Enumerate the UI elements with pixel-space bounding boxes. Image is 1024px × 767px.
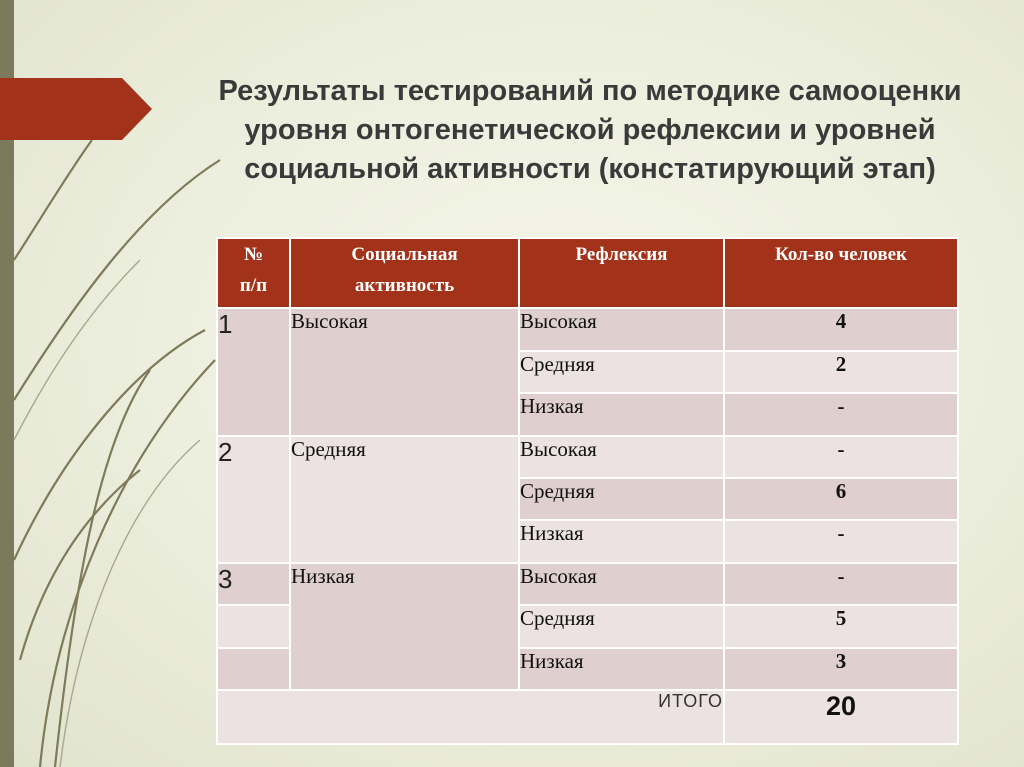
reflexion-cell: Низкая: [519, 520, 724, 562]
reflexion-cell: Высокая: [519, 436, 724, 478]
count-cell: -: [724, 393, 958, 435]
count-cell: 4: [724, 308, 958, 350]
slide-title: Результаты тестирований по методике самооценки уровня онтогенетической рефлексии и уровней социальной активности (констатирующий этап): [218, 75, 962, 185]
row-number: 3: [217, 563, 290, 605]
empty-number-cell: [217, 648, 290, 690]
table-header-row: [217, 238, 958, 308]
table-row: [217, 563, 958, 605]
social-activity-cell: Высокая: [290, 308, 519, 435]
count-cell: -: [724, 563, 958, 605]
results-table: [216, 237, 959, 745]
count-cell: -: [724, 436, 958, 478]
social-activity-cell: Низкая: [290, 563, 519, 690]
header-number: [217, 238, 290, 308]
count-cell: 5: [724, 605, 958, 647]
header-number-line1: №: [243, 244, 264, 265]
social-activity-cell: Средняя: [290, 436, 519, 563]
reflexion-cell: Низкая: [519, 648, 724, 690]
reflexion-cell: Средняя: [519, 605, 724, 647]
table-row: [217, 308, 958, 350]
reflexion-cell: Высокая: [519, 563, 724, 605]
reflexion-cell: Средняя: [519, 351, 724, 393]
total-row: [217, 690, 958, 744]
row-number: 1: [217, 308, 290, 435]
reflexion-cell: Средняя: [519, 478, 724, 520]
total-label: ИТОГО: [217, 690, 724, 744]
header-social-line2: активность: [354, 275, 455, 296]
count-cell: 6: [724, 478, 958, 520]
empty-number-cell: [217, 605, 290, 647]
arrow-tab-decoration: [0, 78, 152, 140]
header-social-activity: [290, 238, 519, 308]
header-social-line1: Социальная: [351, 244, 458, 265]
reflexion-cell: Низкая: [519, 393, 724, 435]
count-cell: -: [724, 520, 958, 562]
count-cell: 2: [724, 351, 958, 393]
count-cell: 3: [724, 648, 958, 690]
reflexion-cell: Высокая: [519, 308, 724, 350]
table-row: [217, 436, 958, 478]
header-count: Кол-во человек: [724, 238, 958, 308]
total-value: 20: [724, 690, 958, 744]
header-reflexion: Рефлексия: [519, 238, 724, 308]
row-number: 2: [217, 436, 290, 563]
header-number-line2: п/п: [239, 275, 268, 296]
